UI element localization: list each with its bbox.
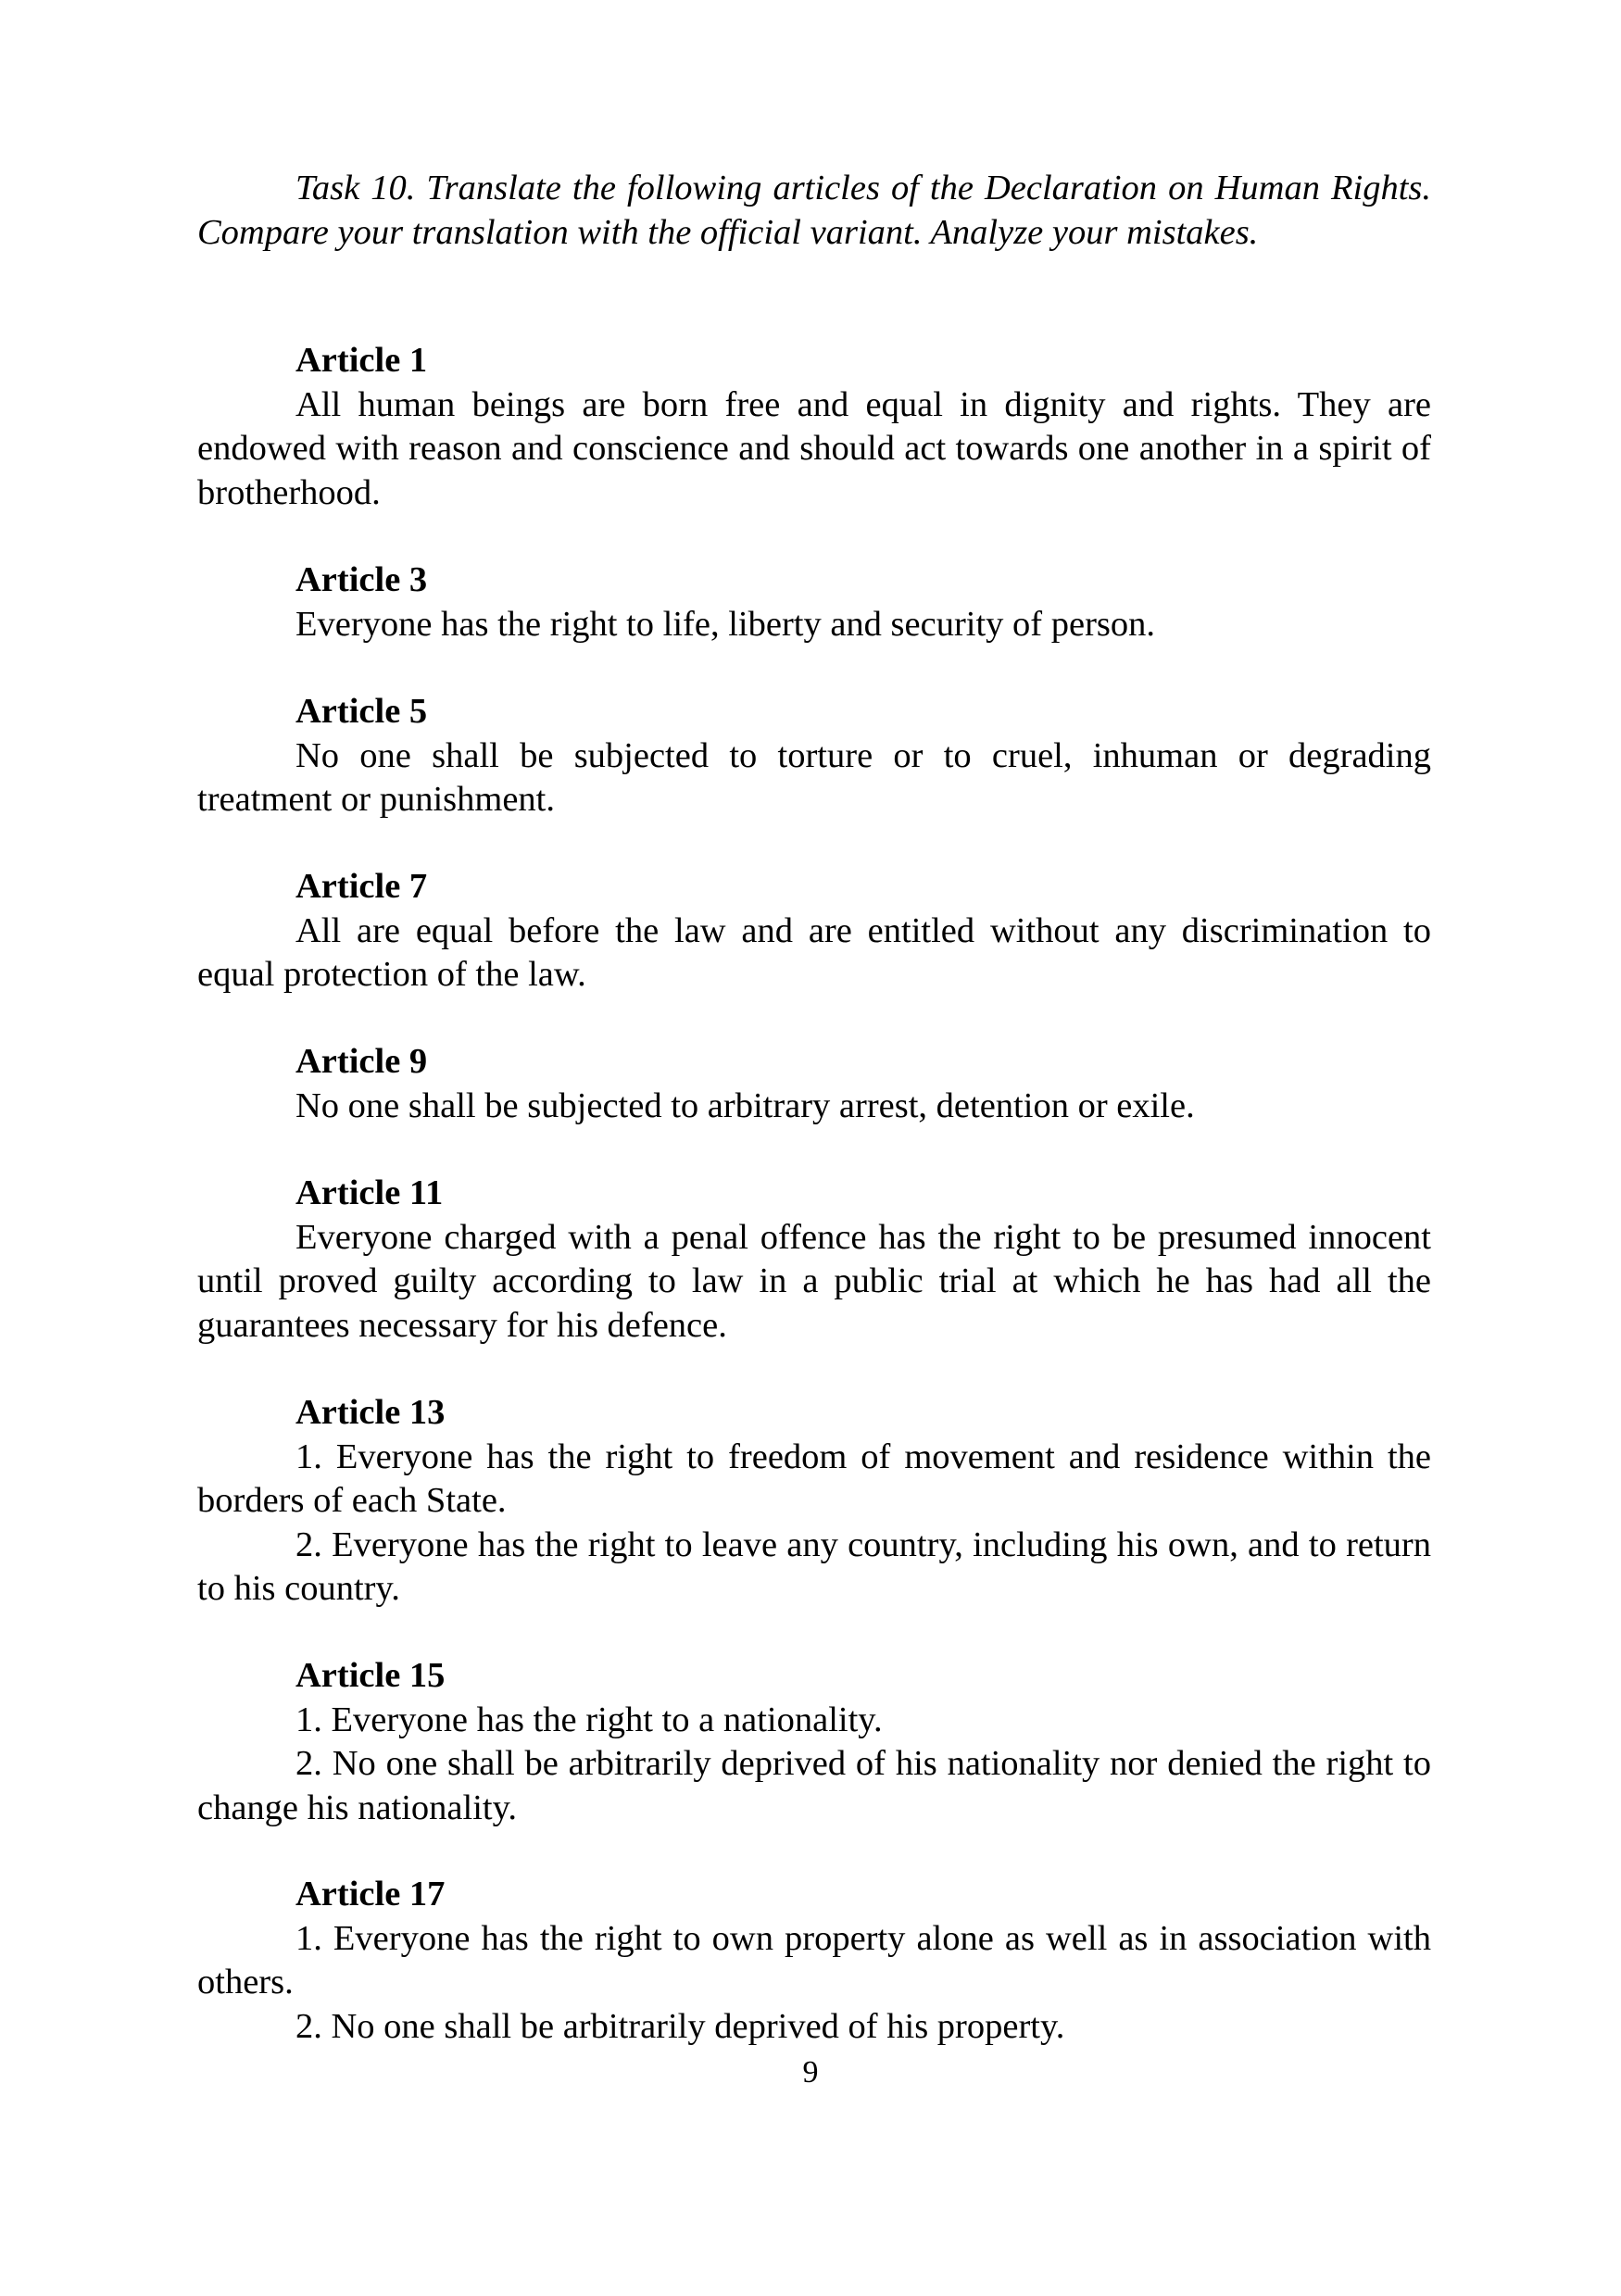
article-15 — [197, 1654, 1431, 1830]
article-paragraph: Everyone charged with a penal offence has the right to be presumed innocent until proved guilty according to law in a public trial at which he has had all the guarantees necessary for his defence. — [197, 1217, 1431, 1345]
article-paragraph: 1. Everyone has the right to freedom of movement and residence within the borders of each State. — [197, 1437, 1431, 1521]
article-heading: Article 13 — [295, 1393, 446, 1432]
article-paragraph: 1. Everyone has the right to a nationality. — [295, 1700, 883, 1739]
article-3 — [197, 558, 1431, 646]
article-paragraph: 2. No one shall be arbitrarily deprived of his nationality nor denied the right to change his nationality. — [197, 1744, 1431, 1827]
article-paragraph: All human beings are born free and equal in dignity and rights. They are endowed with reason and conscience and should act towards one another in a spirit of brotherhood. — [197, 384, 1431, 512]
article-heading: Article 11 — [295, 1173, 444, 1212]
article-9 — [197, 1040, 1431, 1128]
article-paragraph: Everyone has the right to life, liberty and security of person. — [295, 604, 1156, 644]
article-heading: Article 15 — [295, 1656, 446, 1695]
article-heading: Article 7 — [295, 867, 428, 906]
article-13 — [197, 1391, 1431, 1612]
article-7 — [197, 865, 1431, 997]
article-heading: Article 5 — [295, 692, 428, 731]
task-text: Task 10. Translate the following articles of the Declaration on Human Rights. Compare your translation with the official variant. Analyze your mistakes. — [197, 169, 1431, 252]
article-heading: Article 3 — [295, 560, 428, 599]
article-1 — [197, 339, 1431, 515]
article-paragraph: All are equal before the law and are entitled without any discrimination to equal protection of the law. — [197, 910, 1431, 995]
article-5 — [197, 690, 1431, 822]
article-paragraph: 1. Everyone has the right to own property alone as well as in association with others. — [197, 1918, 1431, 2002]
article-paragraph: 2. No one shall be arbitrarily deprived of his property. — [295, 2006, 1065, 2046]
article-heading: Article 17 — [295, 1875, 446, 1913]
task-instruction — [197, 167, 1431, 255]
page-number: 9 — [802, 2055, 819, 2089]
article-paragraph: No one shall be subjected to torture or to cruel, inhuman or degrading treatment or punishment. — [197, 735, 1431, 820]
article-heading: Article 9 — [295, 1042, 428, 1081]
article-heading: Article 1 — [295, 341, 428, 380]
article-paragraph: 2. Everyone has the right to leave any country, including his own, and to return to his country. — [197, 1524, 1431, 1609]
article-paragraph: No one shall be subjected to arbitrary arrest, detention or exile. — [295, 1085, 1195, 1125]
article-17 — [197, 1873, 1431, 2049]
article-11 — [197, 1172, 1431, 1348]
